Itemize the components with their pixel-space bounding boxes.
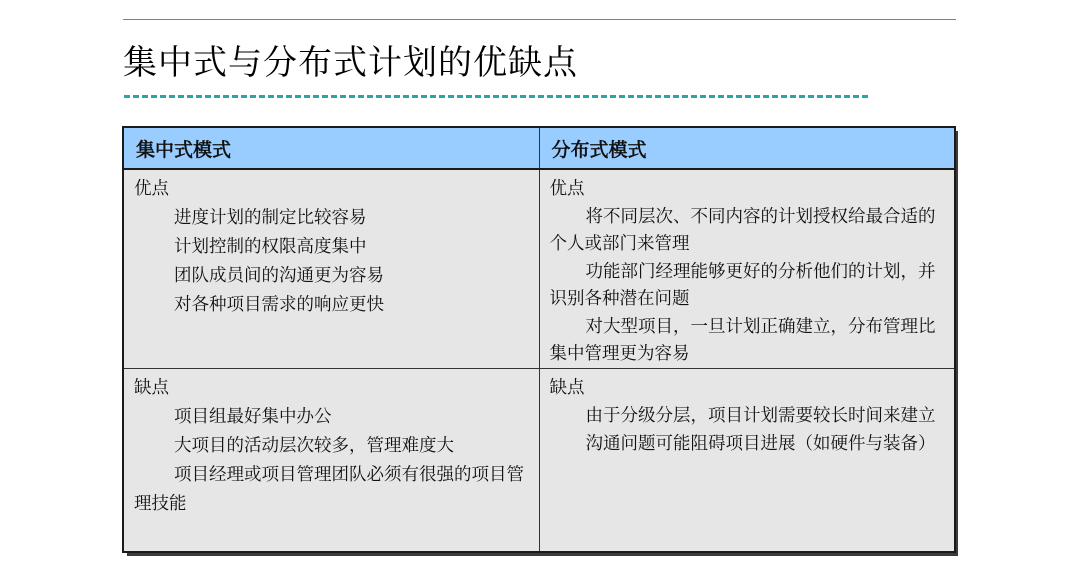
list-item: 计划控制的权限高度集中 <box>174 237 367 257</box>
list-item: 项目组最好集中办公 <box>174 407 332 427</box>
top-divider <box>123 19 956 20</box>
cons-label: 缺点 <box>134 378 169 398</box>
list-item: 进度计划的制定比较容易 <box>174 208 367 228</box>
cons-row <box>123 369 955 553</box>
pros-row <box>123 169 955 369</box>
list-item: 项目经理或项目管理团队必须有很强的项目管理技能 <box>134 465 524 514</box>
list-item: 由于分级分层，项目计划需要较长时间来建立 <box>585 406 936 426</box>
list-item: 沟通问题可能阻碍项目进展（如硬件与装备） <box>585 434 936 454</box>
pros-label: 优点 <box>134 179 169 199</box>
title-dashed-underline <box>124 95 868 98</box>
list-item: 对各种项目需求的响应更快 <box>174 295 384 315</box>
pros-label: 优点 <box>549 179 585 199</box>
list-item: 功能部门经理能够更好的分析他们的计划，并识别各种潜在问题 <box>549 262 936 309</box>
list-item: 团队成员间的沟通更为容易 <box>174 266 384 286</box>
centralized-cons-cell <box>123 369 539 553</box>
page-title: 集中式与分布式计划的优缺点 <box>123 43 578 83</box>
list-item: 大项目的活动层次较多，管理难度大 <box>174 436 454 456</box>
comparison-table <box>122 126 956 553</box>
cons-label: 缺点 <box>549 378 585 398</box>
centralized-pros-cell <box>123 169 539 369</box>
header-centralized: 集中式模式 <box>123 127 539 169</box>
table-header-row <box>123 127 955 169</box>
distributed-pros-cell <box>539 169 955 369</box>
list-item: 对大型项目，一旦计划正确建立，分布管理比集中管理更为容易 <box>549 317 936 364</box>
distributed-cons-cell <box>539 369 955 553</box>
list-item: 将不同层次、不同内容的计划授权给最合适的个人或部门来管理 <box>549 207 936 254</box>
header-distributed: 分布式模式 <box>539 127 955 169</box>
